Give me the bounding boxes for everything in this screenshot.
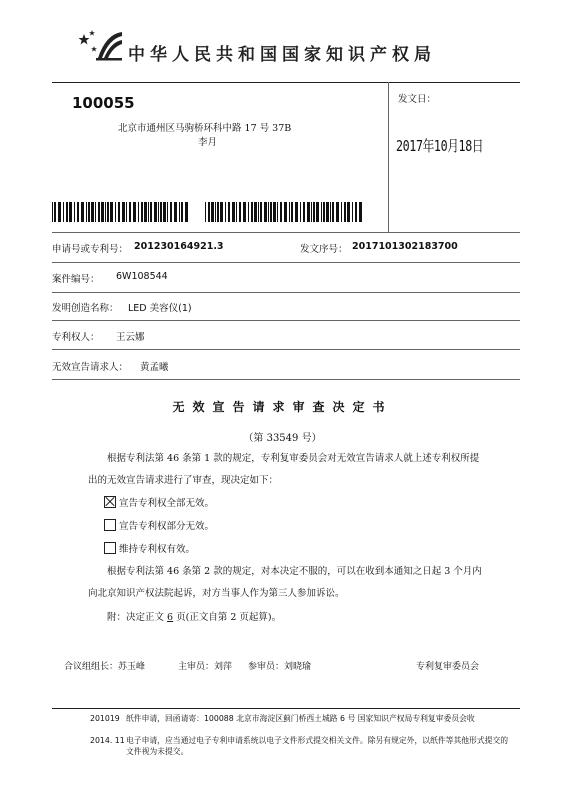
footer-code-1: 201019 [90, 714, 120, 723]
recipient-name: 李月 [198, 137, 218, 148]
barcode-stripe [163, 202, 166, 222]
panel-leader: 合议组组长：苏玉峰 [64, 662, 146, 672]
barcode-stripe [170, 202, 172, 222]
option-maintain-valid [104, 541, 195, 555]
barcode-stripe [58, 202, 61, 222]
barcode-stripe [273, 202, 276, 222]
barcode-stripe [167, 202, 168, 222]
barcode-stripe [254, 202, 257, 222]
barcode-stripe [248, 202, 249, 222]
dispatch-date-label: 发文日： [398, 94, 437, 105]
barcode-stripe [158, 202, 159, 222]
attachment-pages: 6 [167, 612, 174, 623]
barcode-stripe [300, 202, 301, 222]
barcode-stripe [220, 202, 223, 222]
review-committee: 专利复审委员会 [416, 662, 480, 672]
attachment-suffix: 页(正文自第 2 页起算)。 [176, 612, 282, 623]
checkbox-empty-icon [104, 519, 116, 531]
case-number-label: 案件编号： [52, 274, 100, 285]
barcode-stripe [270, 202, 272, 222]
invention-title: LED 美容仪(1) [128, 303, 192, 314]
barcode-stripe [77, 202, 79, 222]
barcode-stripe [264, 202, 267, 222]
decision-title: 无效宣告请求审查决定书 [172, 400, 393, 414]
barcode-stripe [330, 202, 331, 222]
barcode-stripe [295, 202, 298, 222]
postcode: 100055 [72, 94, 135, 112]
option-label: 宣告专利权部分无效。 [119, 521, 215, 532]
barcode-stripe [66, 202, 68, 222]
barcode-left [52, 202, 192, 222]
barcode-stripe [52, 202, 53, 222]
case-number: 6W108544 [116, 271, 168, 282]
barcode-stripe [110, 202, 113, 222]
barcode-stripe [118, 202, 120, 222]
barcode-stripe [307, 202, 310, 222]
barcode-stripe [69, 202, 72, 222]
barcode-stripe [336, 202, 339, 222]
barcode-stripe [138, 202, 139, 222]
barcode-stripe [54, 202, 56, 222]
barcode-stripe [228, 202, 230, 222]
barcode-stripe [313, 202, 315, 222]
barcode-stripe [107, 202, 109, 222]
barcode-stripe [347, 202, 350, 222]
barcode-stripe [86, 202, 87, 222]
office-name: 中华人民共和国国家知识产权局 [128, 45, 436, 65]
barcode-stripe [122, 202, 125, 222]
barcode-stripe [74, 202, 75, 222]
barcode-stripe [352, 202, 353, 222]
barcode-stripe [129, 202, 131, 222]
barcode-stripe [148, 202, 149, 222]
requester-label: 无效宣告请求人： [52, 362, 129, 373]
attachment-prefix: 附：决定正文 [107, 612, 165, 623]
decision-paragraph-1: 根据专利法第 46 条第 1 款的规定，专利复审委员会对无效宣告请求人就上述专利权所提出的无效宣告请求进行了审查，现决定如下： [88, 453, 480, 486]
barcode-stripe [217, 202, 219, 222]
barcode-stripe [355, 202, 357, 222]
barcode-stripe [258, 202, 259, 222]
footer-line-2: 电子申请，应当通过电子专利申请系统以电子文件形式提交相关文件。除另有规定外，以纸件等其他形式提交的文件视为未提交。 [126, 736, 509, 756]
barcode-stripe [239, 202, 241, 222]
barcode-stripe [332, 202, 334, 222]
barcode-stripe [323, 202, 325, 222]
patentee-name: 王云娜 [116, 332, 145, 343]
requester-name: 黄孟曦 [140, 362, 169, 373]
barcode-stripe [98, 202, 100, 222]
barcode-stripe [160, 202, 162, 222]
barcode-stripe [174, 202, 177, 222]
barcode-stripe [205, 202, 206, 222]
barcode-right [205, 202, 365, 222]
application-number: 201230164921.3 [134, 241, 224, 252]
barcode-stripe [95, 202, 96, 222]
barcode-stripe [133, 202, 136, 222]
barcode-stripe [251, 202, 253, 222]
invention-label: 发明创造名称： [52, 303, 119, 314]
recipient-address: 北京市通州区马驹桥环科中路 17 号 37B [118, 123, 292, 134]
barcode-stripe [63, 202, 64, 222]
barcode-stripe [326, 202, 329, 222]
barcode-stripe [341, 202, 342, 222]
barcode-stripe [144, 202, 147, 222]
barcode-stripe [154, 202, 157, 222]
barcode-stripe [303, 202, 305, 222]
decision-paragraph-2: 根据专利法第 46 条第 2 款的规定，对本决定不服的，可以在收到本通知之日起 3 个月内向北京知识产权法院起诉，对方当事人作为第三人参加诉讼。 [88, 566, 482, 599]
checkbox-checked-icon [104, 496, 116, 508]
barcode-stripe [150, 202, 152, 222]
option-invalidate-part [104, 518, 214, 532]
barcode-stripe [277, 202, 278, 222]
barcode-stripe [101, 202, 104, 222]
barcode-stripe [215, 202, 216, 222]
barcode-stripe [311, 202, 312, 222]
decision-number: （第 33549 号） [243, 433, 322, 444]
patentee-label: 专利权人： [52, 332, 100, 343]
cnipa-emblem-icon [76, 28, 124, 64]
option-label: 宣告专利权全部无效。 [119, 498, 215, 509]
option-label: 维持专利权有效。 [119, 544, 196, 555]
barcode-stripe [344, 202, 346, 222]
barcode-stripe [181, 202, 183, 222]
barcode-stripe [243, 202, 246, 222]
barcode-stripe [211, 202, 214, 222]
serial-number-label: 发文序号： [300, 244, 348, 255]
chief-examiner: 主审员：刘萍 [178, 662, 233, 672]
barcode-stripe [91, 202, 94, 222]
barcode-stripe [280, 202, 282, 222]
barcode-stripe [105, 202, 106, 222]
barcode-stripe [208, 202, 210, 222]
attachment-note [88, 607, 488, 629]
barcode-stripe [321, 202, 322, 222]
barcode-stripe [260, 202, 262, 222]
barcode-stripe [141, 202, 143, 222]
barcode-stripe [179, 202, 180, 222]
serial-number: 2017101302183700 [352, 241, 458, 252]
barcode-stripe [268, 202, 269, 222]
barcode-stripe [81, 202, 84, 222]
barcode-stripe [185, 202, 188, 222]
application-number-label: 申请号或专利号： [52, 244, 129, 255]
barcode-stripe [126, 202, 127, 222]
footer-line-1: 纸件申请，回函请寄：100088 北京市海淀区蓟门桥西土城路 6 号 国家知识产权局专利复审委员会收 [126, 714, 475, 723]
barcode-stripe [236, 202, 237, 222]
footer-code-2: 2014. 11 [90, 736, 125, 745]
checkbox-empty-icon [104, 542, 116, 554]
barcode-stripe [291, 202, 293, 222]
barcode-stripe [88, 202, 90, 222]
barcode-stripe [289, 202, 290, 222]
barcode-stripe [316, 202, 319, 222]
barcode-stripe [359, 202, 362, 222]
co-examiner: 参审员：刘晓瑜 [248, 662, 312, 672]
option-invalidate-all [104, 495, 214, 509]
barcode-stripe [225, 202, 226, 222]
barcode-stripe [115, 202, 116, 222]
dispatch-date-stamp: 2017年10月18日 [396, 137, 484, 155]
barcode-stripe [232, 202, 235, 222]
barcode-stripe [284, 202, 287, 222]
